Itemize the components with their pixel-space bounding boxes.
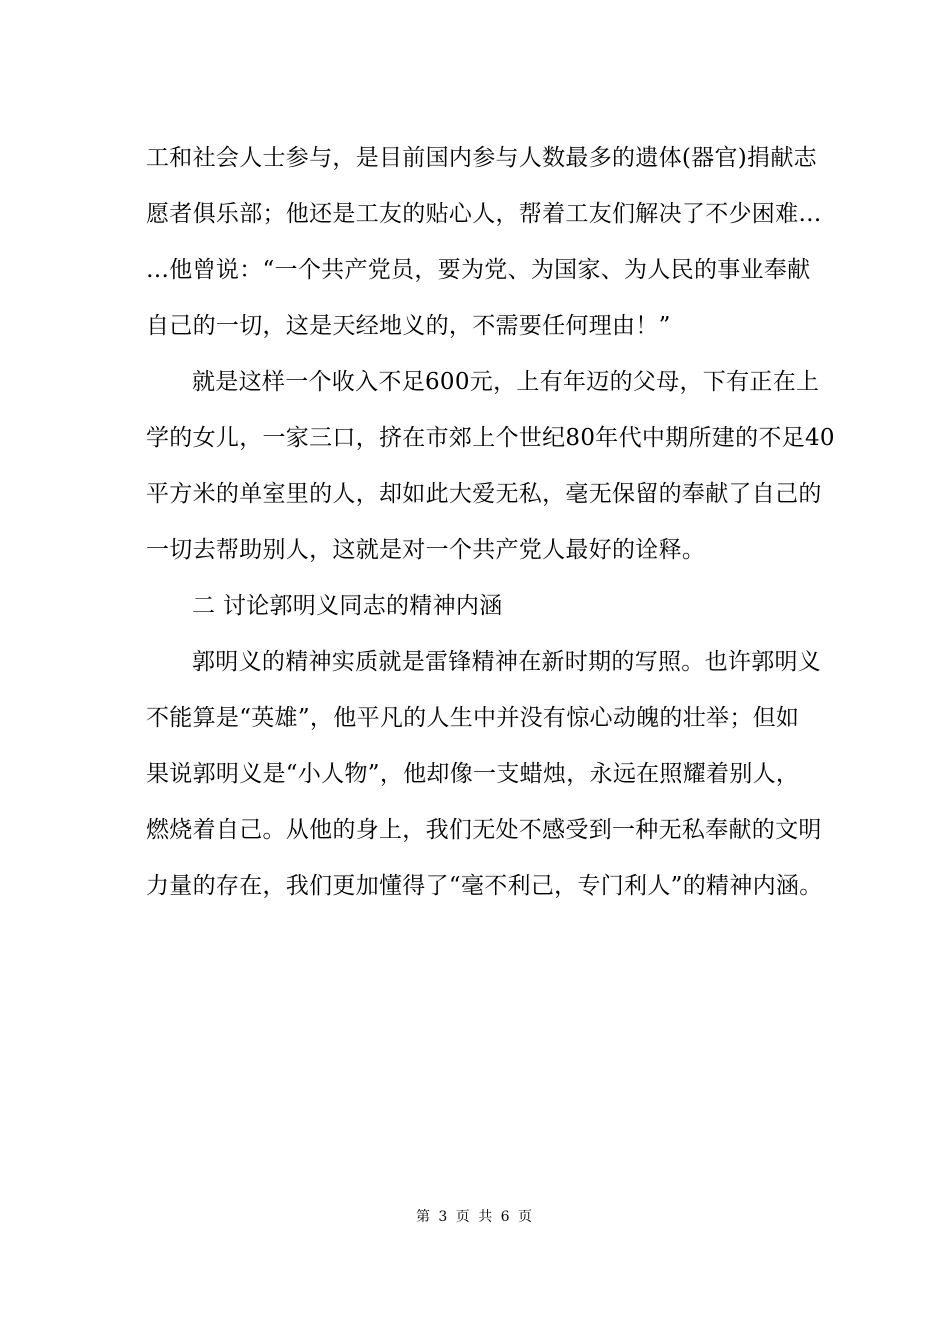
paragraph-2-line-2: 学的女儿，一家三口，挤在市郊上个世纪80年代中期所建的不足40	[146, 425, 835, 451]
paragraph-1-line-3: …他曾说：“一个共产党员，要为党、为国家、为人民的事业奉献	[146, 257, 811, 283]
paragraph-1-line-4: 自己的一切，这是天经地义的，不需要任何理由！”	[146, 313, 671, 339]
paragraph-2-line-1: 就是这样一个收入不足600元，上有年迈的父母，下有正在上	[192, 369, 820, 395]
paragraph-3-line-1: 郭明义的精神实质就是雷锋精神在新时期的写照。也许郭明义	[192, 649, 822, 675]
paragraph-3-line-3: 果说郭明义是“小人物”，他却像一支蜡烛，永远在照耀着别人，	[146, 761, 800, 787]
paragraph-1-line-2: 愿者俱乐部；他还是工友的贴心人，帮着工友们解决了不少困难…	[146, 201, 822, 227]
section-heading: 二 讨论郭明义同志的精神内涵	[192, 593, 503, 619]
paragraph-2-line-3: 平方米的单室里的人，却如此大爱无私，毫无保留的奉献了自己的	[146, 481, 822, 507]
page-number-footer: 第 3 页 共 6 页	[415, 1209, 535, 1225]
paragraph-3-line-5: 力量的存在，我们更加懂得了“毫不利己，专门利人”的精神内涵。	[146, 873, 823, 899]
paragraph-1-line-1: 工和社会人士参与，是目前国内参与人数最多的遗体(器官)捐献志	[146, 145, 817, 171]
paragraph-2-line-4: 一切去帮助别人，这就是对一个共产党人最好的诠释。	[146, 537, 706, 563]
paragraph-3-line-2: 不能算是“英雄”，他平凡的人生中并没有惊心动魄的壮举；但如	[146, 705, 800, 731]
paragraph-3-line-4: 燃烧着自己。从他的身上，我们无处不感受到一种无私奉献的文明	[146, 817, 822, 843]
